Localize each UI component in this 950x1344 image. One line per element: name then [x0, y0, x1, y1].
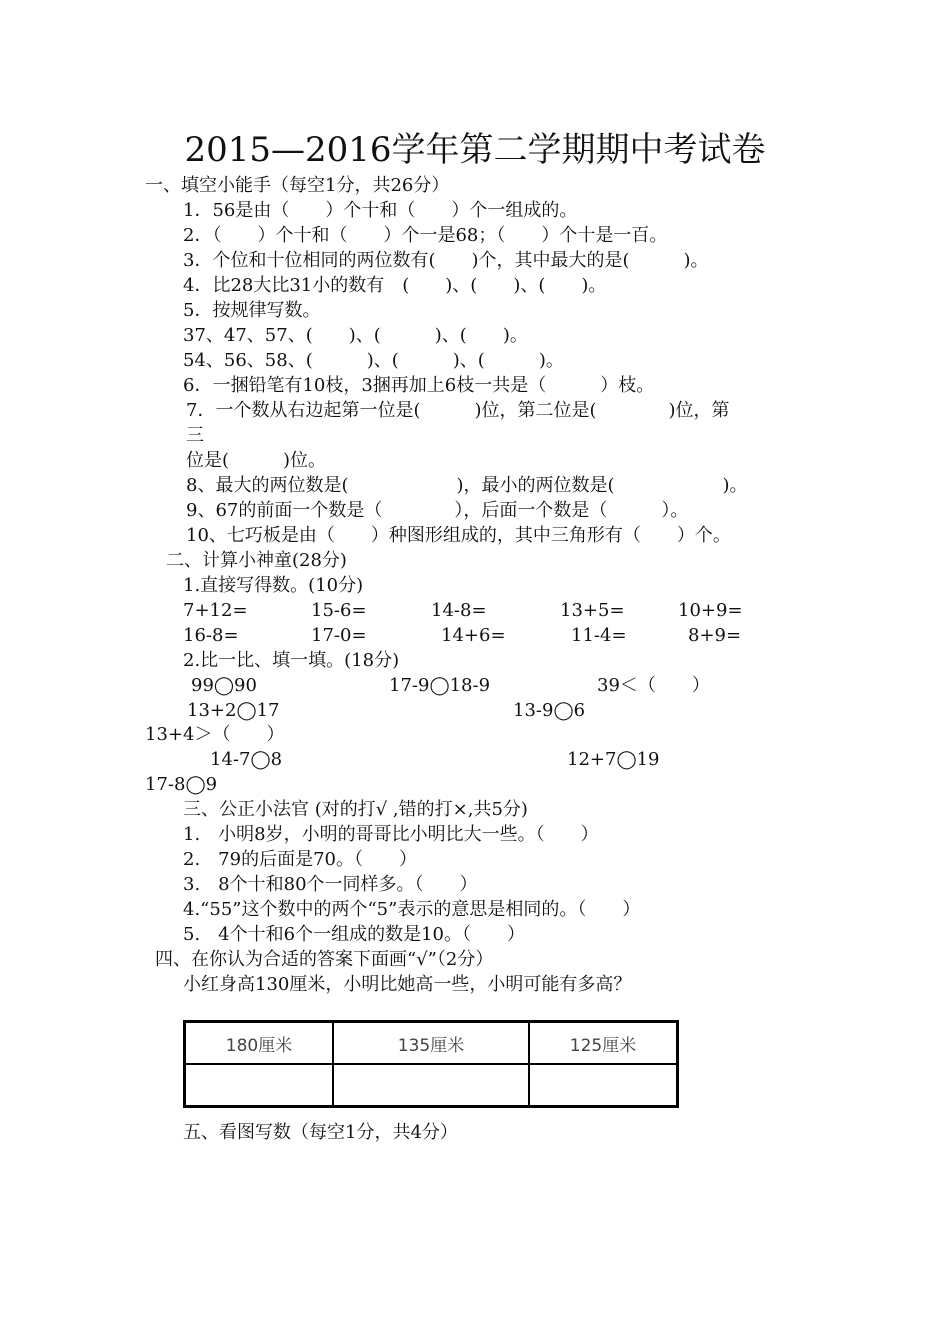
calc-item: 15-6= — [311, 600, 367, 621]
option-label: 180厘米 — [185, 1022, 334, 1065]
s1-question-4: 4．比28大比31小的数有 ( )、( )、( )。 — [183, 275, 607, 296]
s3-question-5: 5. 4个十和6个一组成的数是10。（ ） — [183, 924, 525, 945]
calc-item: 14+6= — [441, 625, 506, 646]
section-3-heading: 三、公正小法官 (对的打√ ,错的打×,共5分) — [183, 799, 528, 820]
calc-item: 16-8= — [183, 625, 239, 646]
s1-question-5-row-b: 54、56、58、( )、( )、( )。 — [183, 350, 564, 371]
calc-item: 17-0= — [311, 625, 367, 646]
s1-question-7-line-3: 位是( )位。 — [186, 450, 327, 471]
s1-question-7-line-2: 三 — [186, 425, 204, 446]
compare-item: 17-8◯9 — [145, 774, 218, 795]
compare-item: 13+2◯17 — [187, 700, 280, 721]
compare-item: 14-7◯8 — [210, 749, 283, 770]
options-answer-row — [185, 1064, 678, 1107]
calc-item: 13+5= — [560, 600, 625, 621]
s1-question-3: 3．个位和十位相同的两位数有( )个，其中最大的是( )。 — [183, 250, 709, 271]
compare-item: 13+4＞（ ） — [145, 724, 285, 745]
calc-item: 7+12= — [183, 600, 248, 621]
page-title: 2015—2016学年第二学期期中考试卷 — [184, 130, 766, 170]
s1-question-1: 1．56是由（ ）个十和（ ）个一组成的。 — [183, 200, 578, 221]
calc-item: 8+9= — [688, 625, 742, 646]
s1-question-8: 8、最大的两位数是( )，最小的两位数是( )。 — [186, 475, 748, 496]
section-2-heading: 二、计算小神童(28分) — [166, 550, 347, 571]
s3-question-2: 2. 79的后面是70。（ ） — [183, 849, 417, 870]
s1-question-5: 5．按规律写数。 — [183, 300, 321, 321]
s1-question-5-row-a: 37、47、57、( )、( )、( )。 — [183, 325, 528, 346]
compare-item: 17-9◯18-9 — [389, 675, 491, 696]
compare-item: 99◯90 — [191, 675, 257, 696]
calc-item: 14-8= — [431, 600, 487, 621]
s1-question-6: 6．一捆铅笔有10枝，3捆再加上6枝一共是（ ）枝。 — [183, 375, 655, 396]
s3-question-1: 1. 小明8岁，小明的哥哥比小明比大一些。（ ） — [183, 824, 599, 845]
section-5-heading: 五、看图写数（每空1分，共4分） — [183, 1122, 458, 1143]
s1-question-9: 9、67的前面一个数是（ ），后面一个数是（ ）。 — [186, 500, 689, 521]
option-label: 125厘米 — [529, 1022, 678, 1065]
compare-item: 12+7◯19 — [567, 749, 660, 770]
s1-question-10: 10、七巧板是由（ ）种图形组成的，其中三角形有（ ）个。 — [186, 525, 731, 546]
compare-item: 39＜（ ） — [597, 675, 710, 696]
section-1-heading: 一、填空小能手（每空1分，共26分） — [145, 175, 450, 196]
s4-question: 小红身高130厘米，小明比她高一些，小明可能有多高？ — [183, 974, 632, 995]
answer-options-table — [183, 1020, 679, 1108]
answer-cell[interactable] — [529, 1064, 678, 1107]
s1-question-2: 2．（ ）个十和（ ）个一是68；（ ）个十是一百。 — [183, 225, 668, 246]
section-4-heading: 四、在你认为合适的答案下面画“√”（2分） — [155, 949, 494, 970]
calc-item: 10+9= — [678, 600, 743, 621]
compare-item: 13-9◯6 — [513, 700, 586, 721]
calc-item: 11-4= — [571, 625, 627, 646]
s2-sub-1: 1.直接写得数。(10分) — [183, 575, 364, 596]
option-label: 135厘米 — [333, 1022, 529, 1065]
options-label-row — [185, 1022, 678, 1065]
s3-question-4: 4.“55”这个数中的两个“5”表示的意思是相同的。（ ） — [183, 899, 641, 920]
answer-cell[interactable] — [333, 1064, 529, 1107]
s2-sub-2: 2.比一比、填一填。(18分) — [183, 650, 400, 671]
s3-question-3: 3. 8个十和80个一同样多。（ ） — [183, 874, 478, 895]
s1-question-7-line-1: 7．一个数从右边起第一位是( )位，第二位是( )位，第 — [186, 400, 730, 421]
answer-cell[interactable] — [185, 1064, 334, 1107]
